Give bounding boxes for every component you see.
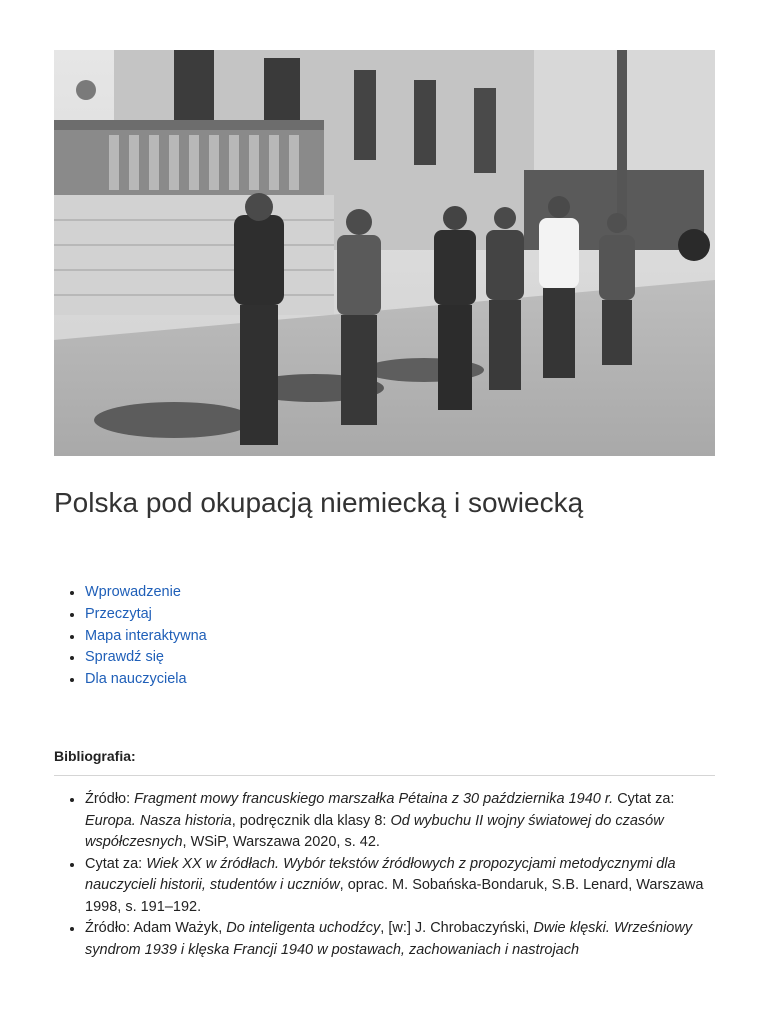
nav-item-przeczytaj bbox=[85, 604, 207, 626]
entry-text: , [w:] J. Chrobaczyński, bbox=[380, 920, 534, 936]
bibliography-entry bbox=[85, 789, 715, 854]
entry-title: Europa. Nasza historia bbox=[85, 812, 232, 829]
nav-item-dla-nauczyciela bbox=[85, 669, 207, 691]
entry-text: Źródło: bbox=[85, 791, 135, 807]
nav-link-mapa-interaktywna[interactable]: Mapa interaktywna bbox=[85, 627, 207, 644]
nav-item-sprawdz-sie bbox=[85, 647, 207, 669]
nav-item-wprowadzenie bbox=[85, 582, 207, 604]
photo-illustration bbox=[54, 50, 715, 456]
page-title: Polska pod okupacją niemiecką i sowiecką bbox=[54, 487, 584, 518]
entry-title: Wiek XX w źródłach. Wybór tekstów źródłowych z propozycjami metodycznymi dla nauczycieli historii, studentów i uczniów bbox=[85, 855, 676, 893]
nav-link-dla-nauczyciela[interactable]: Dla nauczyciela bbox=[85, 671, 187, 688]
entry-text: , WSiP, Warszawa 2020, s. 42. bbox=[182, 834, 380, 850]
hero-photo bbox=[54, 50, 715, 456]
entry-title: Fragment mowy francuskiego marszałka Pétaina z 30 października 1940 r. bbox=[134, 791, 614, 807]
divider bbox=[54, 775, 715, 776]
nav-link-przeczytaj[interactable]: Przeczytaj bbox=[85, 605, 152, 622]
nav-link-sprawdz-sie[interactable]: Sprawdź się bbox=[85, 649, 164, 666]
bibliography-heading: Bibliografia: bbox=[54, 748, 136, 764]
entry-title: Dwie klęski. Wrześniowy syndrom 1939 i klęska Francji 1940 w postawach, zachowaniach i nastrojach bbox=[85, 920, 693, 958]
nav-link-wprowadzenie[interactable]: Wprowadzenie bbox=[85, 584, 181, 600]
nav-item-mapa-interaktywna bbox=[85, 626, 207, 648]
entry-text: Cytat za: bbox=[613, 791, 675, 807]
entry-text: Źródło: Adam Ważyk, bbox=[85, 920, 227, 936]
entry-text: , podręcznik dla klasy 8: bbox=[231, 812, 391, 829]
section-nav bbox=[54, 582, 207, 691]
entry-title: Do inteligenta uchodźcy bbox=[226, 920, 381, 936]
bibliography-entry bbox=[85, 918, 715, 961]
bibliography-entry bbox=[85, 854, 715, 919]
entry-title: Od wybuchu II wojny światowej do czasów współczesnych bbox=[85, 812, 664, 850]
bibliography-list bbox=[54, 789, 715, 961]
entry-text: Cytat za: bbox=[85, 855, 147, 872]
entry-text: , oprac. M. Sobańska-Bondaruk, S.B. Lenard, Warszawa 1998, s. 191–192. bbox=[85, 877, 704, 915]
